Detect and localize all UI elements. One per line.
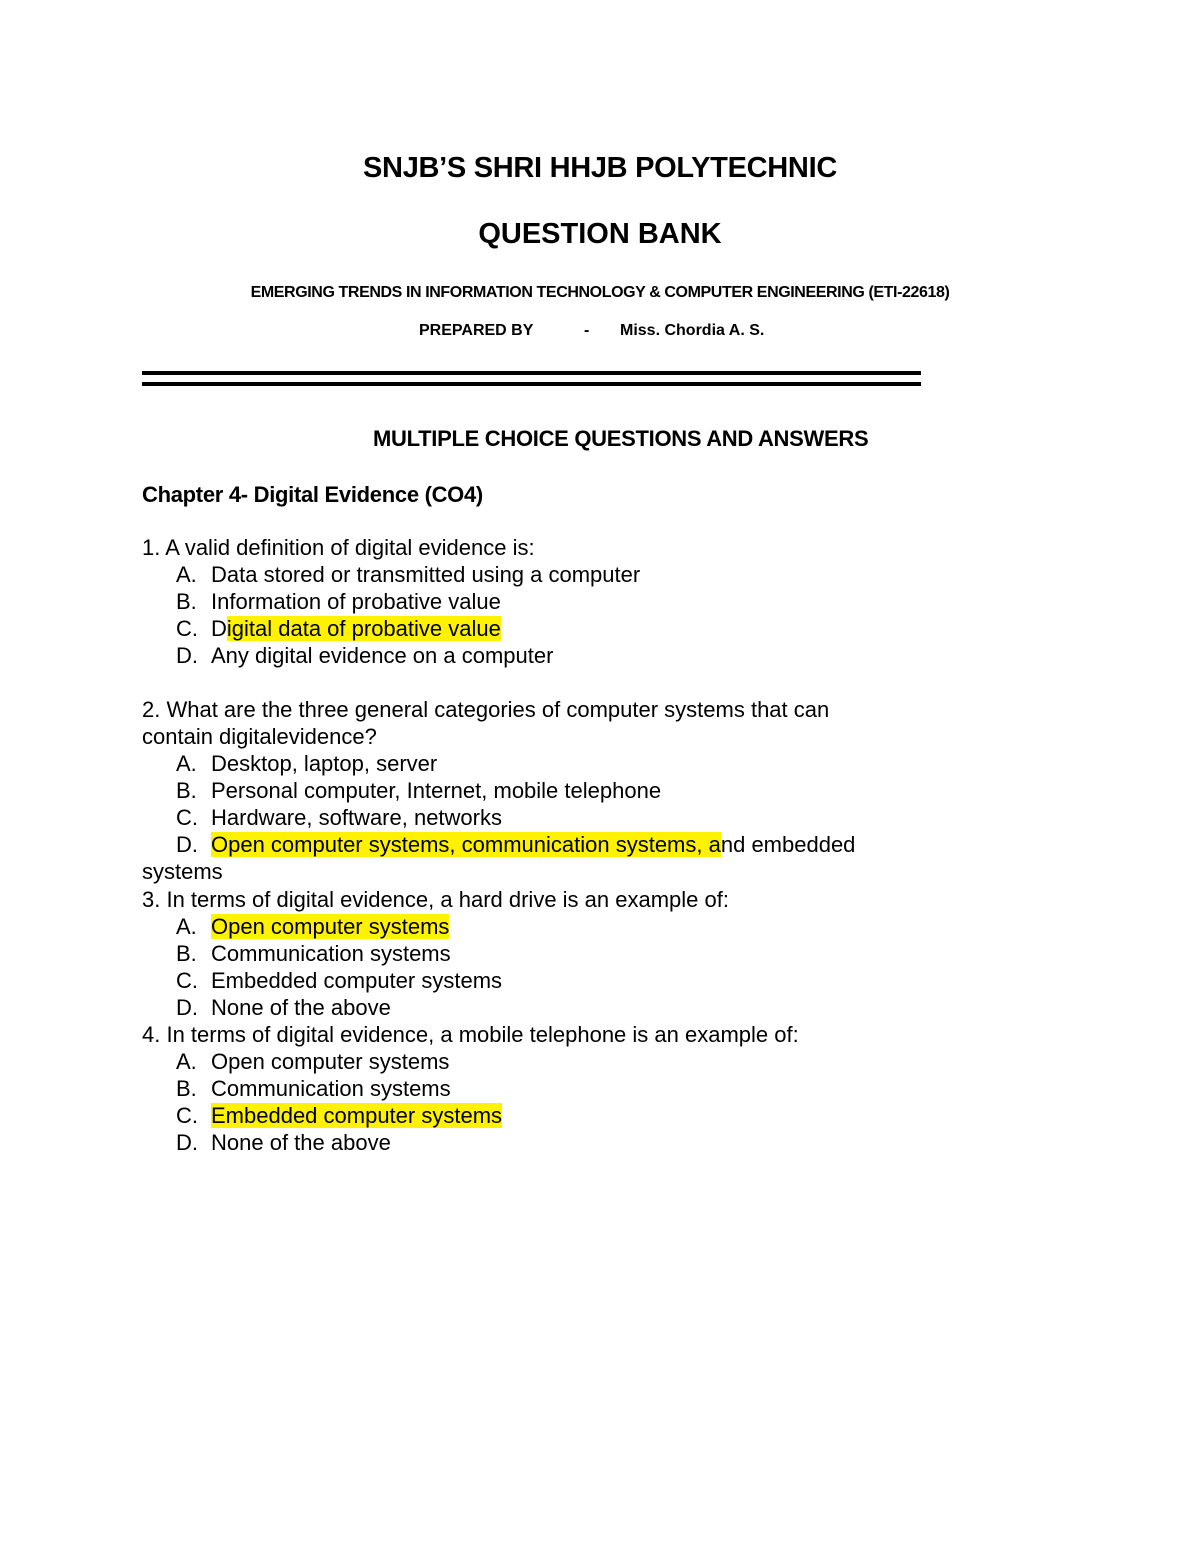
question-3: 3. In terms of digital evidence, a hard drive is an example of: bbox=[142, 887, 729, 912]
question-4: 4. In terms of digital evidence, a mobile telephone is an example of: bbox=[142, 1022, 799, 1047]
option-letter: B. bbox=[176, 941, 197, 966]
subject-title: EMERGING TRENDS IN INFORMATION TECHNOLOGY & COMPUTER ENGINEERING (ETI-22618) bbox=[250, 284, 950, 301]
option-letter: C. bbox=[176, 1103, 198, 1128]
option-letter: D. bbox=[176, 832, 198, 857]
option-text: None of the above bbox=[211, 995, 391, 1020]
option-text: Desktop, laptop, server bbox=[211, 751, 438, 776]
option-letter: D. bbox=[176, 643, 198, 668]
option-letter: D. bbox=[176, 995, 198, 1020]
question-1: 1. A valid definition of digital evidence is: bbox=[142, 535, 535, 560]
option-letter: A. bbox=[176, 751, 197, 776]
prepared-by-dash: - bbox=[584, 322, 590, 339]
option-text: Communication systems bbox=[211, 941, 451, 966]
option-text bbox=[211, 831, 855, 858]
option-letter: B. bbox=[176, 778, 197, 803]
option-text bbox=[211, 1102, 502, 1129]
option-text-plain: D bbox=[211, 616, 227, 641]
option-text bbox=[211, 615, 501, 642]
option-text bbox=[211, 913, 449, 940]
option-letter: A. bbox=[176, 914, 197, 939]
option-text: None of the above bbox=[211, 1130, 391, 1155]
option-text: Data stored or transmitted using a computer bbox=[211, 562, 641, 587]
prepared-by-label: PREPARED BY bbox=[419, 322, 534, 339]
option-letter: C. bbox=[176, 968, 198, 993]
option-text: Any digital evidence on a computer bbox=[211, 643, 554, 668]
option-text: Communication systems bbox=[211, 1076, 451, 1101]
section-title: MULTIPLE CHOICE QUESTIONS AND ANSWERS bbox=[373, 426, 869, 451]
document-title: QUESTION BANK bbox=[478, 218, 722, 250]
header-divider-bottom bbox=[142, 382, 921, 386]
question-2-continued: contain digitalevidence? bbox=[142, 724, 377, 749]
option-letter: A. bbox=[176, 562, 197, 587]
question-2: 2. What are the three general categories of computer systems that can bbox=[142, 697, 830, 722]
chapter-heading: Chapter 4- Digital Evidence (CO4) bbox=[142, 482, 483, 507]
option-letter: B. bbox=[176, 1076, 197, 1101]
answer-highlight: Open computer systems, communication systems, a bbox=[211, 832, 721, 857]
option-letter: C. bbox=[176, 805, 198, 830]
option-text: Information of probative value bbox=[211, 589, 501, 614]
option-letter: A. bbox=[176, 1049, 197, 1074]
school-name: SNJB’S SHRI HHJB POLYTECHNIC bbox=[363, 152, 837, 184]
option-text: Hardware, software, networks bbox=[211, 805, 502, 830]
option-text: Open computer systems bbox=[211, 1049, 450, 1074]
answer-highlight: Embedded computer systems bbox=[211, 1103, 503, 1128]
header-divider-top bbox=[142, 371, 921, 375]
option-letter: C. bbox=[176, 616, 198, 641]
answer-highlight: Open computer systems bbox=[211, 914, 450, 939]
option-letter: D. bbox=[176, 1130, 198, 1155]
option-text: Embedded computer systems bbox=[211, 968, 503, 993]
answer-highlight: igital data of probative value bbox=[226, 616, 501, 641]
question-2-option-d-continued: systems bbox=[142, 859, 223, 884]
option-text: Personal computer, Internet, mobile telephone bbox=[211, 778, 662, 803]
option-letter: B. bbox=[176, 589, 197, 614]
prepared-by-name: Miss. Chordia A. S. bbox=[620, 322, 765, 339]
option-text-plain: nd embedded bbox=[720, 832, 856, 857]
